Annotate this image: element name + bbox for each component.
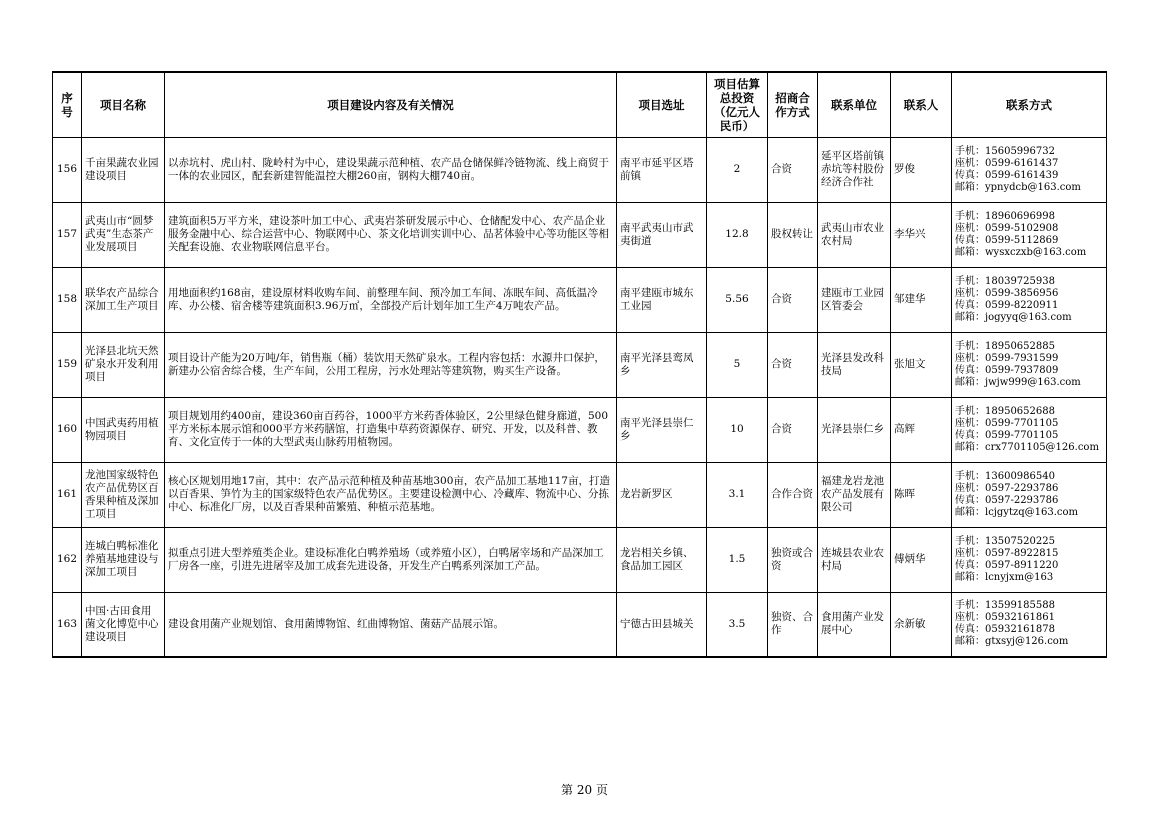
contact-line: 邮箱：gtxsyj@126.com xyxy=(955,636,1069,648)
contact-line: 手机：18950652688 xyxy=(955,405,1055,417)
cell-unit: 光泽县崇仁乡 xyxy=(818,397,891,462)
contact-line: 邮箱：jogyyq@163.com xyxy=(955,311,1072,323)
contact-line: 手机：18039725938 xyxy=(955,275,1055,287)
cell-person: 李华兴 xyxy=(891,202,952,267)
cell-seq: 159 xyxy=(53,332,82,397)
cell-unit: 光泽县发改科技局 xyxy=(818,332,891,397)
cell-contact xyxy=(952,527,1107,592)
contact-line: 手机：13599185588 xyxy=(955,600,1055,612)
cell-mode: 合资 xyxy=(768,137,818,202)
cell-investment: 2 xyxy=(707,137,768,202)
cell-site: 南平建瓯市城东工业园 xyxy=(617,267,707,332)
contact-line: 邮箱：lcjgytzq@163.com xyxy=(955,506,1079,518)
contact-line: 传真：0599-5112869 xyxy=(955,234,1059,246)
contact-line: 邮箱：ypnydcb@163.com xyxy=(955,181,1081,193)
contact-line: 座机：0599-3856956 xyxy=(955,287,1059,299)
header-investment: 项目估算总投资（亿元人民币） xyxy=(707,72,768,137)
cell-name: 中国武夷药用植物园项目 xyxy=(82,397,165,462)
cell-content: 用地面积约168亩，建设原材料收购车间、前整理车间、预冷加工车间、冻眠车间、高低温冷库、办公楼、宿舍楼等建筑面积3.96万㎡，全部投产后计划年加工生产4万吨农产品。 xyxy=(165,267,617,332)
header-seq: 序号 xyxy=(53,72,82,137)
contact-line: 座机：0599-7931599 xyxy=(955,352,1059,364)
contact-line: 传真：05932161878 xyxy=(955,624,1055,636)
contact-line: 座机：05932161861 xyxy=(955,612,1055,624)
project-table xyxy=(52,71,1107,658)
contact-line: 传真：0599-7701105 xyxy=(955,429,1059,441)
cell-person: 陈晖 xyxy=(891,462,952,527)
table-row xyxy=(53,592,1107,657)
cell-person: 高辉 xyxy=(891,397,952,462)
cell-investment: 10 xyxy=(707,397,768,462)
cell-person: 张旭文 xyxy=(891,332,952,397)
contact-line: 邮箱：jwjw999@163.com xyxy=(955,376,1081,388)
contact-line: 手机：13600986540 xyxy=(955,470,1055,482)
cell-contact xyxy=(952,397,1107,462)
header-person: 联系人 xyxy=(891,72,952,137)
cell-name: 武夷山市“圆梦武夷”生态茶产业发展项目 xyxy=(82,202,165,267)
contact-line: 手机：18960696998 xyxy=(955,210,1055,222)
cell-content: 核心区规划用地17亩，其中：农产品示范种植及种苗基地300亩，农产品加工基地117亩，打造以百香果、笋竹为主的国家级特色农产品优势区。主要建设检测中心、冷藏库、物流中心、分拣中心、标准化厂房，以及百香果种苗繁殖、种植示范基地。 xyxy=(165,462,617,527)
table-header-row xyxy=(53,72,1107,137)
header-contact: 联系方式 xyxy=(952,72,1107,137)
contact-line: 手机：18950652885 xyxy=(955,340,1055,352)
table-row xyxy=(53,397,1107,462)
header-content: 项目建设内容及有关情况 xyxy=(165,72,617,137)
cell-contact xyxy=(952,332,1107,397)
header-unit: 联系单位 xyxy=(818,72,891,137)
cell-content: 拟重点引进大型养殖类企业。建设标准化白鸭养殖场（或养殖小区），白鸭屠宰场和产品深加工厂房各一座，引进先进屠宰及加工成套先进设备，开发生产白鸭系列深加工产品。 xyxy=(165,527,617,592)
cell-seq: 163 xyxy=(53,592,82,657)
cell-contact xyxy=(952,137,1107,202)
cell-name: 光泽县北坑天然矿泉水开发利用项目 xyxy=(82,332,165,397)
cell-seq: 160 xyxy=(53,397,82,462)
header-name: 项目名称 xyxy=(82,72,165,137)
cell-mode: 合作合资 xyxy=(768,462,818,527)
header-site: 项目选址 xyxy=(617,72,707,137)
cell-content: 项目规划用约400亩，建设360亩百药谷，1000平方米药香体验区，2公里绿色健身廊道，500平方米标本展示馆和000平方米药膳馆，打造集中草药资源保存、研究、开发，以及科普、教育、文化宣传于一体的大型武夷山脉药用植物园。 xyxy=(165,397,617,462)
cell-investment: 3.5 xyxy=(707,592,768,657)
cell-unit: 食用菌产业发展中心 xyxy=(818,592,891,657)
cell-mode: 合资 xyxy=(768,267,818,332)
cell-seq: 157 xyxy=(53,202,82,267)
cell-contact xyxy=(952,462,1107,527)
cell-contact xyxy=(952,267,1107,332)
cell-content: 建设食用菌产业规划馆、食用菌博物馆、红曲博物馆、菌菇产品展示馆。 xyxy=(165,592,617,657)
cell-mode: 股权转让 xyxy=(768,202,818,267)
contact-line: 传真：0599-7937809 xyxy=(955,364,1059,376)
cell-investment: 3.1 xyxy=(707,462,768,527)
contact-line: 座机：0599-5102908 xyxy=(955,222,1059,234)
cell-name: 龙池国家级特色农产品优势区百香果种植及深加工项目 xyxy=(82,462,165,527)
contact-line: 传真：0597-8911220 xyxy=(955,559,1059,571)
table-row xyxy=(53,267,1107,332)
cell-site: 南平市延平区塔前镇 xyxy=(617,137,707,202)
cell-content: 以赤坑村、虎山村、陇岭村为中心，建设果蔬示范种植、农产品仓储保鲜冷链物流、线上商贸于一体的农业园区，配套新建智能温控大棚260亩，钢构大棚740亩。 xyxy=(165,137,617,202)
cell-mode: 独资、合作 xyxy=(768,592,818,657)
contact-line: 邮箱：lcnyjxm@163 xyxy=(955,571,1054,583)
cell-seq: 158 xyxy=(53,267,82,332)
contact-line: 手机：15605996732 xyxy=(955,145,1055,157)
table-row xyxy=(53,137,1107,202)
cell-unit: 武夷山市农业农村局 xyxy=(818,202,891,267)
cell-mode: 合资 xyxy=(768,332,818,397)
contact-line: 座机：0597-2293786 xyxy=(955,482,1059,494)
contact-line: 座机：0597-8922815 xyxy=(955,547,1059,559)
cell-site: 南平光泽县鸾凤乡 xyxy=(617,332,707,397)
contact-line: 传真：0597-2293786 xyxy=(955,494,1059,506)
cell-site: 龙岩相关乡镇、食品加工园区 xyxy=(617,527,707,592)
cell-content: 项目设计产能为20万吨/年，销售瓶（桶）装饮用天然矿泉水。工程内容包括：水源井口保护，新建办公宿舍综合楼，生产车间，公用工程房，污水处理站等建筑物，购买生产设备。 xyxy=(165,332,617,397)
contact-line: 座机：0599-6161437 xyxy=(955,157,1059,169)
contact-line: 手机：13507520225 xyxy=(955,535,1055,547)
table-row xyxy=(53,332,1107,397)
cell-site: 南平光泽县崇仁乡 xyxy=(617,397,707,462)
contact-line: 传真：0599-6161439 xyxy=(955,169,1059,181)
table-row xyxy=(53,527,1107,592)
cell-site: 龙岩新罗区 xyxy=(617,462,707,527)
cell-investment: 5 xyxy=(707,332,768,397)
cell-person: 余新敏 xyxy=(891,592,952,657)
cell-investment: 12.8 xyxy=(707,202,768,267)
contact-line: 传真：0599-8220911 xyxy=(955,299,1059,311)
page-number: 第 20 页 xyxy=(561,783,608,797)
cell-mode: 独资或合资 xyxy=(768,527,818,592)
cell-site: 南平武夷山市武夷街道 xyxy=(617,202,707,267)
cell-name: 中国·古田食用菌文化博览中心建设项目 xyxy=(82,592,165,657)
cell-person: 邹建华 xyxy=(891,267,952,332)
cell-name: 联华农产品综合深加工生产项目 xyxy=(82,267,165,332)
cell-person: 罗俊 xyxy=(891,137,952,202)
cell-unit: 建瓯市工业园区管委会 xyxy=(818,267,891,332)
cell-investment: 1.5 xyxy=(707,527,768,592)
contact-line: 座机：0599-7701105 xyxy=(955,417,1059,429)
cell-seq: 162 xyxy=(53,527,82,592)
cell-content: 建筑面积5万平方米，建设茶叶加工中心、武夷岩茶研发展示中心、仓储配发中心、农产品企业服务金融中心、综合运营中心、物联网中心、茶文化培训实训中心、品茗体验中心等功能区等相关配套设施、农业物联网信息平台。 xyxy=(165,202,617,267)
table-row xyxy=(53,462,1107,527)
cell-investment: 5.56 xyxy=(707,267,768,332)
cell-unit: 延平区塔前镇赤坑等村股份经济合作社 xyxy=(818,137,891,202)
cell-site: 宁德古田县城关 xyxy=(617,592,707,657)
contact-line: 邮箱：crx7701105@126.com xyxy=(955,441,1099,453)
contact-line: 邮箱：wysxczxb@163.com xyxy=(955,246,1087,258)
cell-mode: 合资 xyxy=(768,397,818,462)
cell-name: 连城白鸭标准化养殖基地建设与深加工项目 xyxy=(82,527,165,592)
cell-unit: 连城县农业农村局 xyxy=(818,527,891,592)
cell-person: 傅炳华 xyxy=(891,527,952,592)
cell-contact xyxy=(952,202,1107,267)
cell-unit: 福建龙岩龙池农产品发展有限公司 xyxy=(818,462,891,527)
header-mode: 招商合作方式 xyxy=(768,72,818,137)
cell-seq: 161 xyxy=(53,462,82,527)
cell-seq: 156 xyxy=(53,137,82,202)
table-row xyxy=(53,202,1107,267)
cell-contact xyxy=(952,592,1107,657)
cell-name: 千亩果蔬农业园建设项目 xyxy=(82,137,165,202)
